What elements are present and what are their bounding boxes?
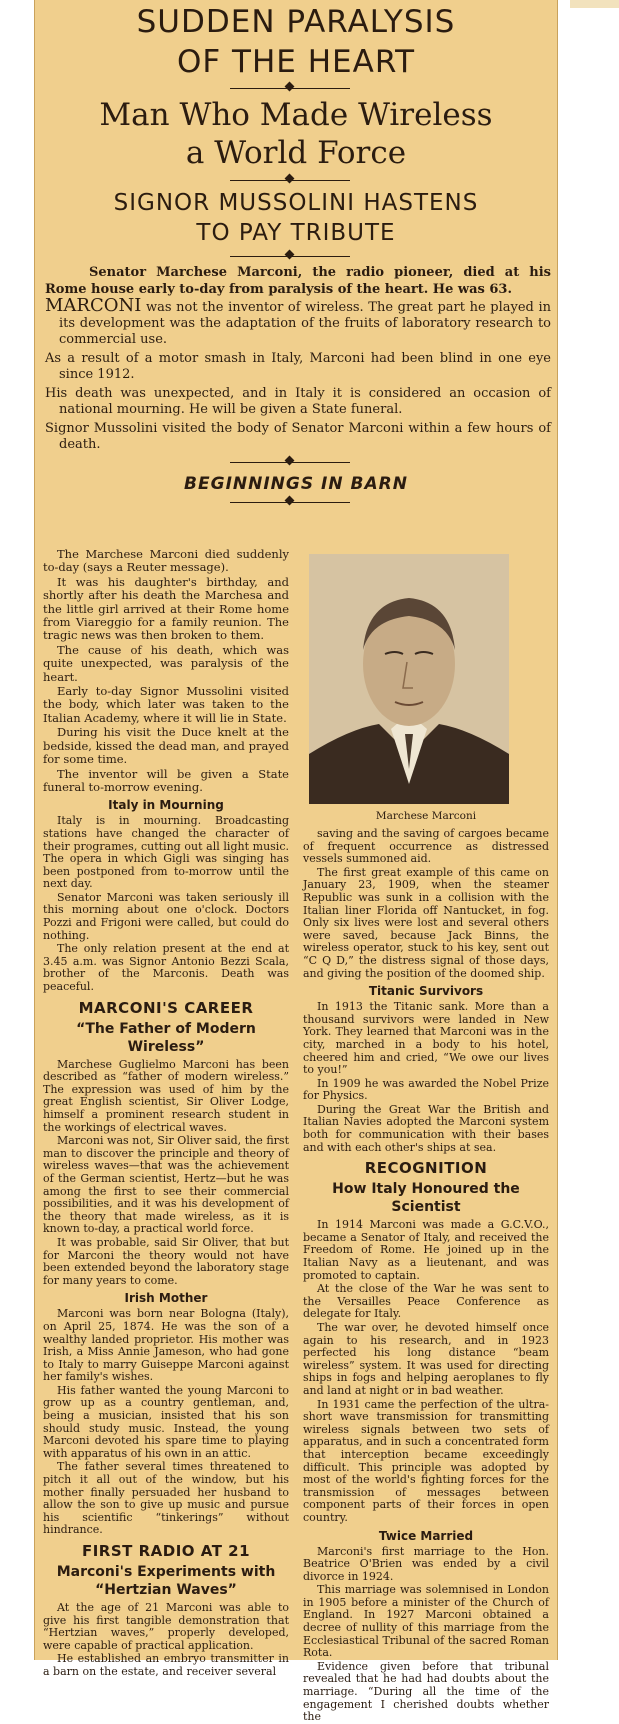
body-paragraph: Evidence given before that tribunal revealed that he had had doubts about the marriage. “During all the time of the engagement I cherished doubts whether the xyxy=(303,1659,549,1724)
body-paragraph: It was his daughter's birthday, and shortly after his death the Marchesa and the little girl arrived at their Rome home from Viareggio for a family reunion. The tragic news was then broken to them. xyxy=(43,574,289,643)
left-column xyxy=(43,547,289,1678)
portrait-photo xyxy=(309,554,509,804)
right-intro-paragraphs xyxy=(303,828,549,980)
photo-caption: Marchese Marconi xyxy=(375,810,477,822)
second-headline-line-2: a World Force xyxy=(185,135,407,171)
article-columns xyxy=(35,547,557,1724)
subhead-twice-married: Twice Married xyxy=(378,1528,474,1543)
subhead-father: “The Father of Modern Wireless” xyxy=(76,1020,256,1055)
right-column xyxy=(303,548,549,1724)
body-paragraph: Italy is in mourning. Broadcasting stations have changed the character of their programes, cutting out all light music. The opera in which Gigli was singing has been postponed from to-morrow until the next day. xyxy=(43,814,289,891)
italy-paragraphs xyxy=(303,1219,549,1524)
ornament-divider xyxy=(35,496,557,508)
father-paragraphs xyxy=(43,1059,289,1288)
third-headline-line-2: TO PAY TRIBUTE xyxy=(196,220,396,246)
body-paragraph: Marconi was born near Bologna (Italy), on April 25, 1874. He was the son of a wealthy landed proprietor. His mother was Irish, a Miss Annie Jameson, who had gone to Italy to marry Guiseppe Marconi against her family's wishes. xyxy=(43,1307,289,1384)
subhead-how-italy-honoured: How Italy Honoured the Scientist xyxy=(332,1181,520,1216)
lead-para-3: His death was unexpected, and in Italy it is considered an occasion of national mourning. He will be given a State funeral. xyxy=(45,386,551,417)
mourning-paragraphs xyxy=(43,815,289,993)
ornament-divider xyxy=(35,456,557,468)
body-paragraph: His father wanted the young Marconi to grow up as a country gentleman, and, being a musician, insisted that his son should study music. Instead, the young Marconi devoted his spare time to playing with apparatus of his own in an attic. xyxy=(43,1383,289,1460)
body-paragraph: During the Great War the British and Italian Navies adopted the Marconi system both for communication with their bases and with each other's ships at sea. xyxy=(303,1102,549,1154)
lead-block xyxy=(35,264,557,453)
body-paragraph: At the age of 21 Marconi was able to give his first tangible demonstration that “Hertzian waves,” properly developed, were capable of practical application. xyxy=(43,1601,289,1652)
body-paragraph: The inventor will be given a State funeral to-morrow evening. xyxy=(43,766,289,794)
body-paragraph: saving and the saving of cargoes became of frequent occurrence as distressed vessels summoned aid. xyxy=(303,827,549,866)
body-paragraph: It was probable, said Sir Oliver, that but for Marconi the theory would not have been extended beyond the laboratory stage for many years to come. xyxy=(43,1235,289,1287)
second-headline-line-1: Man Who Made Wireless xyxy=(99,97,493,133)
ornament-divider xyxy=(35,82,557,94)
body-paragraph: Senator Marconi was taken seriously ill this morning about one o'clock. Doctors Pozzi and Frigoni were called, but could do nothing. xyxy=(43,890,289,942)
subhead-hertzian: Marconi's Experiments with “Hertzian Waves” xyxy=(56,1564,276,1598)
body-paragraph: He established an embryo transmitter in a barn on the estate, and receiver several xyxy=(43,1652,289,1678)
body-paragraph: Early to-day Signor Mussolini visited the body, which later was taken to the Italian Academy, where it will lie in State. xyxy=(43,684,289,725)
hertz-paragraphs xyxy=(43,1602,289,1679)
drop-cap-word: MARCONI xyxy=(45,295,142,316)
newspaper-clipping xyxy=(34,0,558,1724)
body-paragraph: The first great example of this came on January 23, 1909, when the steamer Republic was sunk in a collision with the Italian liner Florida off Nantucket, in fog. Only six lives were lost and several others were saved, because Jack Binns, the wireless operator, stuck to his key, sent out “C Q D,” the distress signal of those days, and giving the position of the doomed ship. xyxy=(303,865,549,980)
left-intro-paragraphs xyxy=(43,548,289,794)
lead-paragraph: Senator Marchese Marconi, the radio pioneer, died at his Rome house early to-day from paralysis of the heart. He was 63. xyxy=(45,265,551,297)
main-headline-line-2: OF THE HEART xyxy=(176,44,416,80)
married-paragraphs xyxy=(303,1546,549,1724)
headline-block xyxy=(35,4,557,262)
main-headline-line-1: SUDDEN PARALYSIS xyxy=(136,4,456,40)
subhead-titanic: Titanic Survivors xyxy=(368,984,484,999)
body-paragraph: This marriage was solemnised in London in 1905 before a minister of the Church of England. In 1927 Marconi obtained a decree of nullity of this marriage from the Ecclesiastical Tribunal of the sacred Roman Rota. xyxy=(303,1583,549,1660)
body-paragraph: At the close of the War he was sent to the Versailles Peace Conference as delegate for Italy. xyxy=(303,1282,549,1321)
section-heading-first-radio: FIRST RADIO AT 21 xyxy=(81,1542,251,1560)
body-paragraph: The Marchese Marconi died suddenly to-day (says a Reuter message). xyxy=(43,547,289,575)
lead-para-1: MARCONI was not the inventor of wireless. The great part he played in its development was the adaptation of the fruits of laboratory research to commercial use. xyxy=(45,295,551,347)
third-headline-line-1: SIGNOR MUSSOLINI HASTENS xyxy=(113,190,479,216)
ornament-divider xyxy=(35,174,557,186)
body-paragraph: Marconi was not, Sir Oliver said, the first man to discover the principle and theory of wireless waves—that was the achievement of the German scientist, Hertz—but he was among the first to see their commercial possibilities, and it was his development of the theory that made wireless, as it is known to-day, a practical world force. xyxy=(43,1134,289,1236)
body-paragraph: The only relation present at the end at 3.45 a.m. was Signor Antonio Bezzi Scala, brother of the Marconis. Death was peaceful. xyxy=(43,942,289,994)
titanic-paragraphs xyxy=(303,1001,549,1154)
body-paragraph: During his visit the Duce knelt at the bedside, kissed the dead man, and prayed for some time. xyxy=(43,725,289,767)
body-paragraph: In 1931 came the perfection of the ultra-short wave transmission for transmitting wireless signals between two sets of apparatus, and in such a concentrated form that interception became exceedingly difficult. This principle was adopted by most of the world's fighting forces for the transmission of messages between component parts of their forces in open country. xyxy=(303,1397,549,1524)
subhead-irish-mother: Irish Mother xyxy=(124,1291,208,1306)
section-heading-career: MARCONI'S CAREER xyxy=(78,998,254,1017)
adjacent-clipping-fragment xyxy=(570,0,619,8)
lead-para-2: As a result of a motor smash in Italy, Marconi had been blind in one eye since 1912. xyxy=(45,351,551,382)
body-paragraph: The war over, he devoted himself once again to his research, and in 1923 perfected his long distance “beam wireless” system. It was used for directing ships in fogs and helping aeroplanes to fly and land at night or in bad weather. xyxy=(303,1321,549,1397)
body-paragraph: Marchese Guglielmo Marconi has been described as “father of modern wireless.” The expression was used of him by the great English scientist, Sir Oliver Lodge, himself a prominent research student in the workings of electrical waves. xyxy=(43,1057,289,1134)
subhead-mourning: Italy in Mourning xyxy=(108,798,224,813)
body-paragraph: In 1909 he was awarded the Nobel Prize for Physics. xyxy=(303,1076,549,1103)
body-paragraph: In 1914 Marconi was made a G.C.V.O., became a Senator of Italy, and received the Freedom of Rome. He joined up in the Italian Navy as a lieutenant, and was promoted to captain. xyxy=(303,1218,549,1282)
section-heading-recognition: RECOGNITION xyxy=(364,1159,488,1178)
section-heading-beginnings: BEGINNINGS IN BARN xyxy=(184,474,408,494)
ornament-divider xyxy=(35,250,557,262)
body-paragraph: In 1913 the Titanic sank. More than a thousand survivors were landed in New York. They learned that Marconi was in the city, marched in a body to his hotel, cheered him and cried, “We owe our lives to you!” xyxy=(303,1000,549,1077)
body-paragraph: Marconi's first marriage to the Hon. Beatrice O'Brien was ended by a civil divorce in 1924. xyxy=(303,1544,549,1583)
body-paragraph: The father several times threatened to pitch it all out of the window, but his mother finally persuaded her husband to allow the son to give up music and pursue his scientific “tinkerings” without hindrance. xyxy=(43,1460,289,1537)
body-paragraph: The cause of his death, which was quite unexpected, was paralysis of the heart. xyxy=(43,642,289,684)
irish-paragraphs xyxy=(43,1308,289,1537)
lead-para-4: Signor Mussolini visited the body of Senator Marconi within a few hours of death. xyxy=(45,421,551,452)
